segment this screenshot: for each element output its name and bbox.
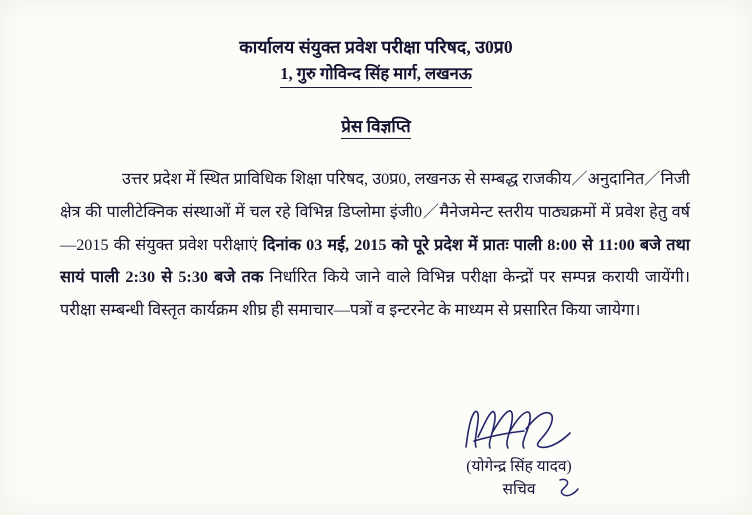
signatory-name: (योगेन्द्र सिंह यादव) xyxy=(466,457,572,475)
page-title: प्रेस विज्ञप्ति xyxy=(341,114,411,139)
document-body xyxy=(52,163,700,327)
signatory-designation-label: सचिव xyxy=(502,480,536,498)
organization-address: 1, गुरु गोविन्द सिंह मार्ग, लखनऊ xyxy=(280,62,472,88)
signature-block xyxy=(404,407,634,502)
handwritten-signature-icon xyxy=(404,407,634,453)
body-paragraph-part-two: निर्धारित किये जाने वाले विभिन्न परीक्षा केन्द्रों पर सम्पन्न करायी जायेंगी। परीक्षा सम्बन्धी विस्तृत कार्यक्रम शीघ्र ही समाचार—पत्रों व इन्टरनेट के माध्यम से प्रसारित किया जायेगा। xyxy=(60,268,690,320)
letterhead xyxy=(52,34,700,88)
organization-name: कार्यालय संयुक्त प्रवेश परीक्षा परिषद, उ0प्र0 xyxy=(239,37,513,57)
body-paragraph-part-one: उत्तर प्रदेश में स्थित प्राविधिक शिक्षा परिषद, उ0प्र0, लखनऊ से सम्बद्ध राजकीय／अनुदानित／निजी क्षेत्र की पालीटेक्निक संस्थाओं में चल रहे विभिन्न डिप्लोमा इंजी0／मैनेजमेन्ट स्तरीय पाठ्यक्रमों में प्रवेश हेतु वर्ष—2015 की संयुक्त प्रवेश परीक्षाएं xyxy=(60,170,690,254)
signature-flourish-icon xyxy=(556,476,582,507)
signatory-designation xyxy=(404,478,634,501)
body-exam-schedule-highlight: दिनांक 03 मई, 2015 को पूरे प्रदेश में प्रातः पाली 8:00 से 11:00 बजे तथा सायं पाली 2:30 से 5:30 बजे तक xyxy=(60,235,690,287)
document-title-container xyxy=(52,114,700,139)
